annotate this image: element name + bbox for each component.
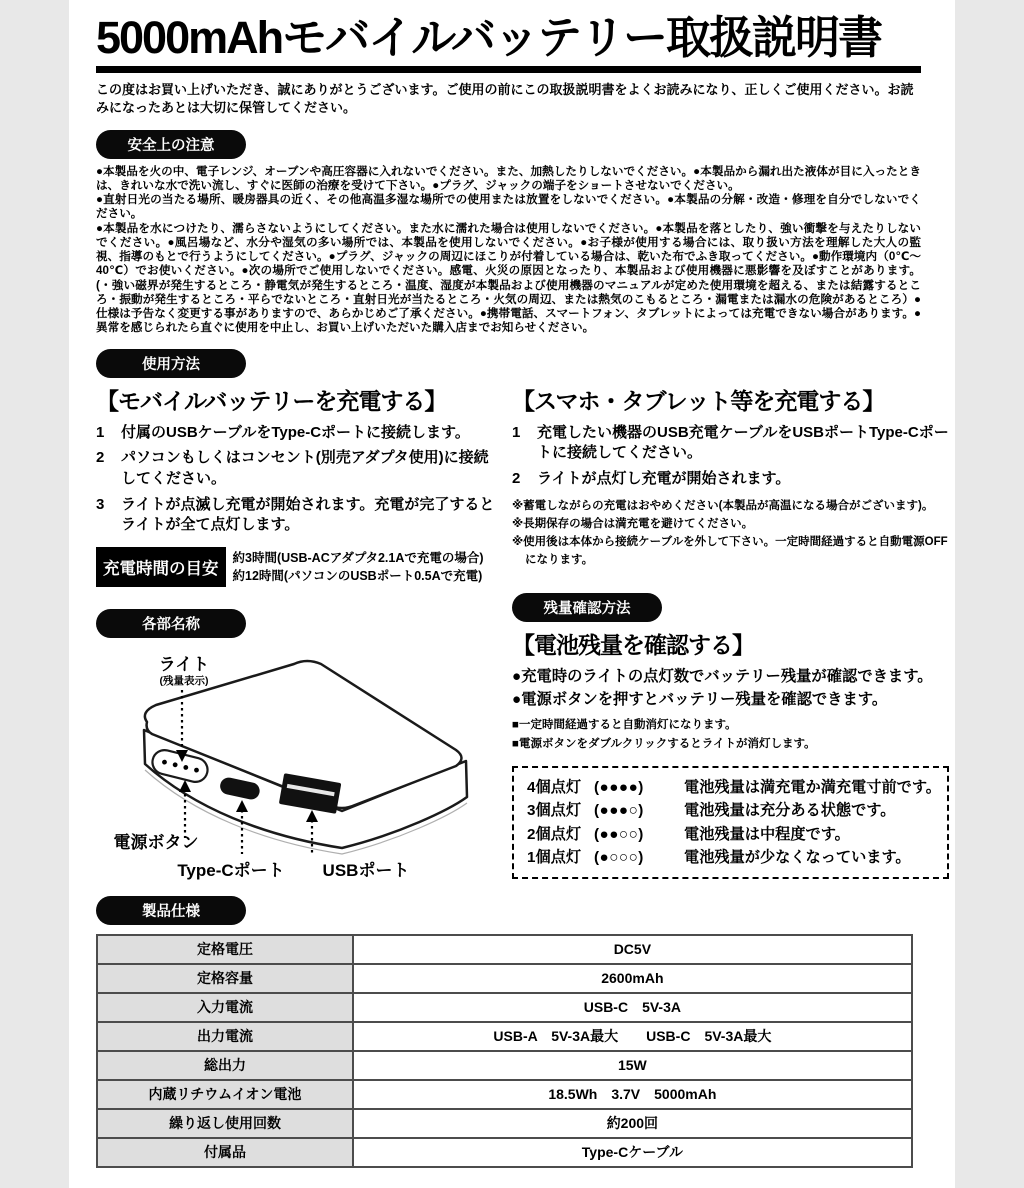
battery-check-subnote: ■電源ボタンをダブルクリックするとライトが消灯します。 xyxy=(512,737,816,750)
safety-paragraph: ●本製品を水につけたり、濡らさないようにしてください。また水に濡れた場合は使用しないでください。●本製品を落としたり、強い衝撃を与えたりしないでください。●風呂場など、水分や湿気の多い場所では、本製品を使用しないでください。●お子様が使用する場合には、取り扱い方法を理解した大人の監視、指導のもとで行うようにしてください。●プラグ、ジャックの周辺にほこりが付着している場合は、乾いた布でふき取ってください。●動作環境内（0℃～40℃）でお使いください。●次の場所でご使用しないでください。感電、火災の原因となったり、本製品および使用機器に悪影響を及ぼすことがあります。(・強い磁界が発生するところ・静電気が発生するところ・温度、湿度が本製品および使用機器のマニュアルが定めた使用環境を超える、または結露するところ・振動が発生するところ・平らでないところ・直射日光が当たるところ・火気の周辺、または熱気のこもるところ・漏電または漏水の危険があるところ）●仕様は予告なく変更する事がありますので、あらかじめご了承ください。●携帯電話、スマートフォン、タブレットによっては充電できない場合があります。●異常を感じられたら直ぐに使用を中止し、お買い上げいただいた購入店までお知らせください。 xyxy=(96,221,921,335)
table-row xyxy=(97,1138,912,1167)
battery-check-subnotes xyxy=(512,716,949,753)
spec-value: 18.5Wh 3.7V 5000mAh xyxy=(353,1080,912,1109)
section-badge-parts: 各部名称 xyxy=(96,609,246,638)
table-row xyxy=(97,1080,912,1109)
safety-section xyxy=(96,165,921,336)
table-row xyxy=(97,1022,912,1051)
step-item xyxy=(96,495,500,536)
step-text: ライトが点灯し充電が開始されます。 xyxy=(537,469,791,487)
charge-device-heading: 【スマホ・タブレット等を充電する】 xyxy=(512,387,885,414)
spec-label: 出力電流 xyxy=(97,1022,353,1051)
usage-note: ※使用後は本体から接続ケーブルを外して下さい。一定時間経過すると自動電源OFFになります。 xyxy=(512,535,948,567)
step-item xyxy=(512,469,949,490)
manual-page xyxy=(69,0,955,1188)
step-number: 1 xyxy=(96,423,105,441)
step-text: 充電したい機器のUSB充電ケーブルをUSBポートType-Cポートに接続してください。 xyxy=(537,423,949,462)
led-count: 3個点灯 xyxy=(527,802,582,820)
step-text: 付属のUSBケーブルをType-Cポートに接続します。 xyxy=(121,423,470,441)
typec-port-label: Type-Cポート xyxy=(177,860,285,880)
usage-columns xyxy=(96,378,949,880)
spec-value: USB-C 5V-3A xyxy=(353,993,912,1022)
spec-label: 総出力 xyxy=(97,1051,353,1080)
usage-note: ※蓄電しながらの充電はおやめください(本製品が高温になる場合がございます)。 xyxy=(512,499,934,512)
spec-value: 15W xyxy=(353,1051,912,1080)
usage-right-column xyxy=(512,378,949,880)
battery-check-bullet: ●充電時のライトの点灯数でバッテリー残量が確認できます。 xyxy=(512,668,933,686)
spec-label: 定格容量 xyxy=(97,964,353,993)
spec-label: 入力電流 xyxy=(97,993,353,1022)
charge-time-values xyxy=(233,549,484,585)
battery-check-bullets xyxy=(512,666,949,712)
usage-note: ※長期保存の場合は満充電を避けてください。 xyxy=(512,517,754,530)
led-dots-icon: (●●●○) xyxy=(594,802,644,820)
charge-time-box xyxy=(96,547,500,587)
led-level-row xyxy=(527,799,941,822)
parts-diagram xyxy=(96,642,500,880)
table-row xyxy=(97,964,912,993)
usage-left-column xyxy=(96,378,500,880)
light-sublabel: (残量表示) xyxy=(159,674,209,687)
table-row xyxy=(97,935,912,964)
spec-label: 内蔵リチウムイオン電池 xyxy=(97,1080,353,1109)
spec-label: 繰り返し使用回数 xyxy=(97,1109,353,1138)
section-badge-spec: 製品仕様 xyxy=(96,896,246,925)
charge-battery-steps xyxy=(96,423,500,536)
step-text: パソコンもしくはコンセント(別売アダプタ使用)に接続してください。 xyxy=(121,449,489,487)
led-count: 4個点灯 xyxy=(527,779,582,797)
led-dots-icon: (●●○○) xyxy=(594,825,644,843)
spec-value: Type-Cケーブル xyxy=(353,1138,912,1167)
led-count: 1個点灯 xyxy=(527,848,582,866)
battery-check-bullet: ●電源ボタンを押すとバッテリー残量を確認できます。 xyxy=(512,691,888,709)
table-row xyxy=(97,1051,912,1080)
label-light xyxy=(136,650,232,688)
step-item xyxy=(512,423,949,464)
charge-battery-heading: 【モバイルバッテリーを充電する】 xyxy=(96,387,447,414)
step-number: 3 xyxy=(96,495,105,513)
section-badge-safety: 安全上の注意 xyxy=(96,130,246,159)
spec-label: 付属品 xyxy=(97,1138,353,1167)
charge-time-label: 充電時間の目安 xyxy=(96,547,226,587)
spec-value: 2600mAh xyxy=(353,964,912,993)
safety-paragraph: ●本製品を火の中、電子レンジ、オーブンや高圧容器に入れないでください。また、加熱したりしないでください。●本製品から漏れ出た液体が目に入ったときは、きれいな水で洗い流し、すぐに医師の治療を受けて下さい。●プラグ、ジャックの端子をショートさせないでください。 xyxy=(96,164,921,192)
battery-check-heading: 【電池残量を確認する】 xyxy=(512,632,754,659)
led-description: 電池残量は満充電か満充電寸前です。 xyxy=(684,779,941,797)
step-number: 2 xyxy=(96,449,105,467)
step-item xyxy=(96,423,500,444)
led-count: 2個点灯 xyxy=(527,825,582,843)
light-label: ライト xyxy=(158,654,210,674)
spec-value: DC5V xyxy=(353,935,912,964)
step-text: ライトが点滅し充電が開始されます。充電が完了するとライトが全て点灯します。 xyxy=(121,495,495,534)
step-item xyxy=(96,448,500,489)
table-row xyxy=(97,1109,912,1138)
safety-paragraph: ●直射日光の当たる場所、暖房器具の近く、その他高温多湿な場所での使用または放置をしないでください。●本製品の分解・改造・修理を自分でしないでください。 xyxy=(96,193,921,221)
page-title: 5000mAhモバイルバッテリー取扱説明書 xyxy=(96,14,921,73)
charge-device-steps xyxy=(512,423,949,490)
section-badge-usage: 使用方法 xyxy=(96,349,246,378)
led-description: 電池残量が少なくなっています。 xyxy=(684,848,911,866)
usage-notes xyxy=(512,497,949,570)
battery-check-subnote: ■一定時間経過すると自動消灯になります。 xyxy=(512,719,737,732)
table-row xyxy=(97,993,912,1022)
led-description: 電池残量は充分ある状態です。 xyxy=(684,802,896,820)
led-level-row xyxy=(527,846,941,869)
spec-value: USB-A 5V-3A最大 USB-C 5V-3A最大 xyxy=(353,1022,912,1051)
led-level-box xyxy=(512,766,949,878)
step-number: 2 xyxy=(512,469,521,487)
spec-label: 定格電圧 xyxy=(97,935,353,964)
power-button-label: 電源ボタン xyxy=(113,832,199,852)
led-level-row xyxy=(527,823,941,846)
spec-value: 約200回 xyxy=(353,1109,912,1138)
spec-table xyxy=(96,934,913,1168)
led-dots-icon: (●●●●) xyxy=(594,779,644,797)
led-dots-icon: (●○○○) xyxy=(594,848,644,866)
intro-text: この度はお買い上げいただき、誠にありがとうございます。ご使用の前にこの取扱説明書をよくお読みになり、正しくご使用ください。お読みになったあとは大切に保管してください。 xyxy=(96,81,914,116)
section-badge-battery-check: 残量確認方法 xyxy=(512,593,662,622)
led-description: 電池残量は中程度です。 xyxy=(684,825,850,843)
usb-port-label: USBポート xyxy=(322,860,410,880)
charge-time-line2: 約12時間(パソコンのUSBポート0.5Aで充電) xyxy=(232,568,483,583)
led-level-row xyxy=(527,776,941,799)
charge-time-line1: 約3時間(USB-ACアダプタ2.1Aで充電の場合) xyxy=(232,550,484,565)
step-number: 1 xyxy=(512,423,521,441)
